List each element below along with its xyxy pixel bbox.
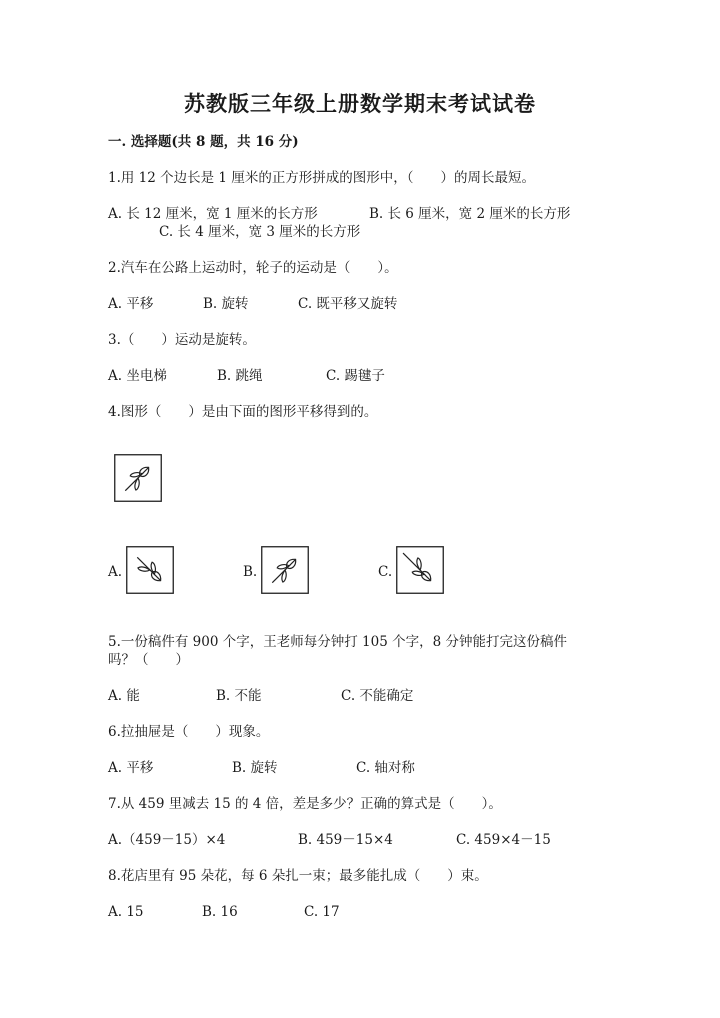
q4-option-b-label[interactable]: B.: [243, 564, 258, 580]
q7-option-c[interactable]: C. 459×4－15: [456, 832, 551, 848]
q6-option-c[interactable]: C. 轴对称: [356, 760, 415, 776]
q6-option-a[interactable]: A. 平移: [108, 760, 154, 776]
q5-option-a[interactable]: A. 能: [108, 688, 140, 704]
leaf-branch-flipped-icon: [396, 546, 444, 594]
section-heading: 一. 选择题(共 8 题，共 16 分): [108, 134, 299, 150]
q1-option-c[interactable]: C. 长 4 厘米，宽 3 厘米的长方形: [159, 224, 361, 240]
q2-option-b[interactable]: B. 旋转: [203, 296, 249, 312]
q8-option-c[interactable]: C. 17: [304, 904, 340, 920]
question-5-stem: 5.一份稿件有 900 个字，王老师每分钟打 105 个字，8 分钟能打完这份稿件: [108, 634, 567, 650]
q1-option-b[interactable]: B. 长 6 厘米，宽 2 厘米的长方形: [369, 206, 571, 222]
q4-option-c-label[interactable]: C.: [378, 564, 393, 580]
question-6-stem: 6.拉抽屉是（ ）现象。: [108, 724, 270, 740]
q7-option-a[interactable]: A.（459－15）×4: [108, 832, 226, 848]
q1-option-a[interactable]: A. 长 12 厘米，宽 1 厘米的长方形: [108, 206, 318, 222]
q8-option-b[interactable]: B. 16: [202, 904, 238, 920]
question-4-stem: 4.图形（ ）是由下面的图形平移得到的。: [108, 404, 378, 420]
q2-option-a[interactable]: A. 平移: [108, 296, 154, 312]
question-2-stem: 2.汽车在公路上运动时，轮子的运动是（ ）。: [108, 260, 398, 276]
question-7-stem: 7.从 459 里减去 15 的 4 倍，差是多少？正确的算式是（ ）。: [108, 796, 502, 812]
q3-option-b[interactable]: B. 跳绳: [217, 368, 263, 384]
leaf-branch-translated-icon: [261, 546, 309, 594]
q3-option-a[interactable]: A. 坐电梯: [108, 368, 167, 384]
q8-option-a[interactable]: A. 15: [108, 904, 144, 920]
q5-option-c[interactable]: C. 不能确定: [341, 688, 414, 704]
q7-option-b[interactable]: B. 459－15×4: [298, 832, 393, 848]
reference-leaf-figure: [114, 454, 162, 502]
leaf-branch-rotated-icon: [126, 546, 174, 594]
q4-option-c-figure[interactable]: [396, 546, 444, 594]
question-5-stem-cont: 吗？（ ）: [108, 652, 189, 668]
q6-option-b[interactable]: B. 旋转: [232, 760, 278, 776]
question-1-stem: 1.用 12 个边长是 1 厘米的正方形拼成的图形中，（ ）的周长最短。: [108, 170, 536, 186]
q4-option-b-figure[interactable]: [261, 546, 309, 594]
q2-option-c[interactable]: C. 既平移又旋转: [298, 296, 398, 312]
question-8-stem: 8.花店里有 95 朵花，每 6 朵扎一束；最多能扎成（ ）束。: [108, 868, 488, 884]
q4-option-a-figure[interactable]: [126, 546, 174, 594]
leaf-branch-icon: [114, 454, 162, 502]
page-title: 苏教版三年级上册数学期末考试试卷: [184, 91, 536, 116]
q4-option-a-label[interactable]: A.: [108, 564, 123, 580]
q5-option-b[interactable]: B. 不能: [216, 688, 262, 704]
question-3-stem: 3.（ ）运动是旋转。: [108, 332, 256, 348]
q3-option-c[interactable]: C. 踢毽子: [326, 368, 385, 384]
